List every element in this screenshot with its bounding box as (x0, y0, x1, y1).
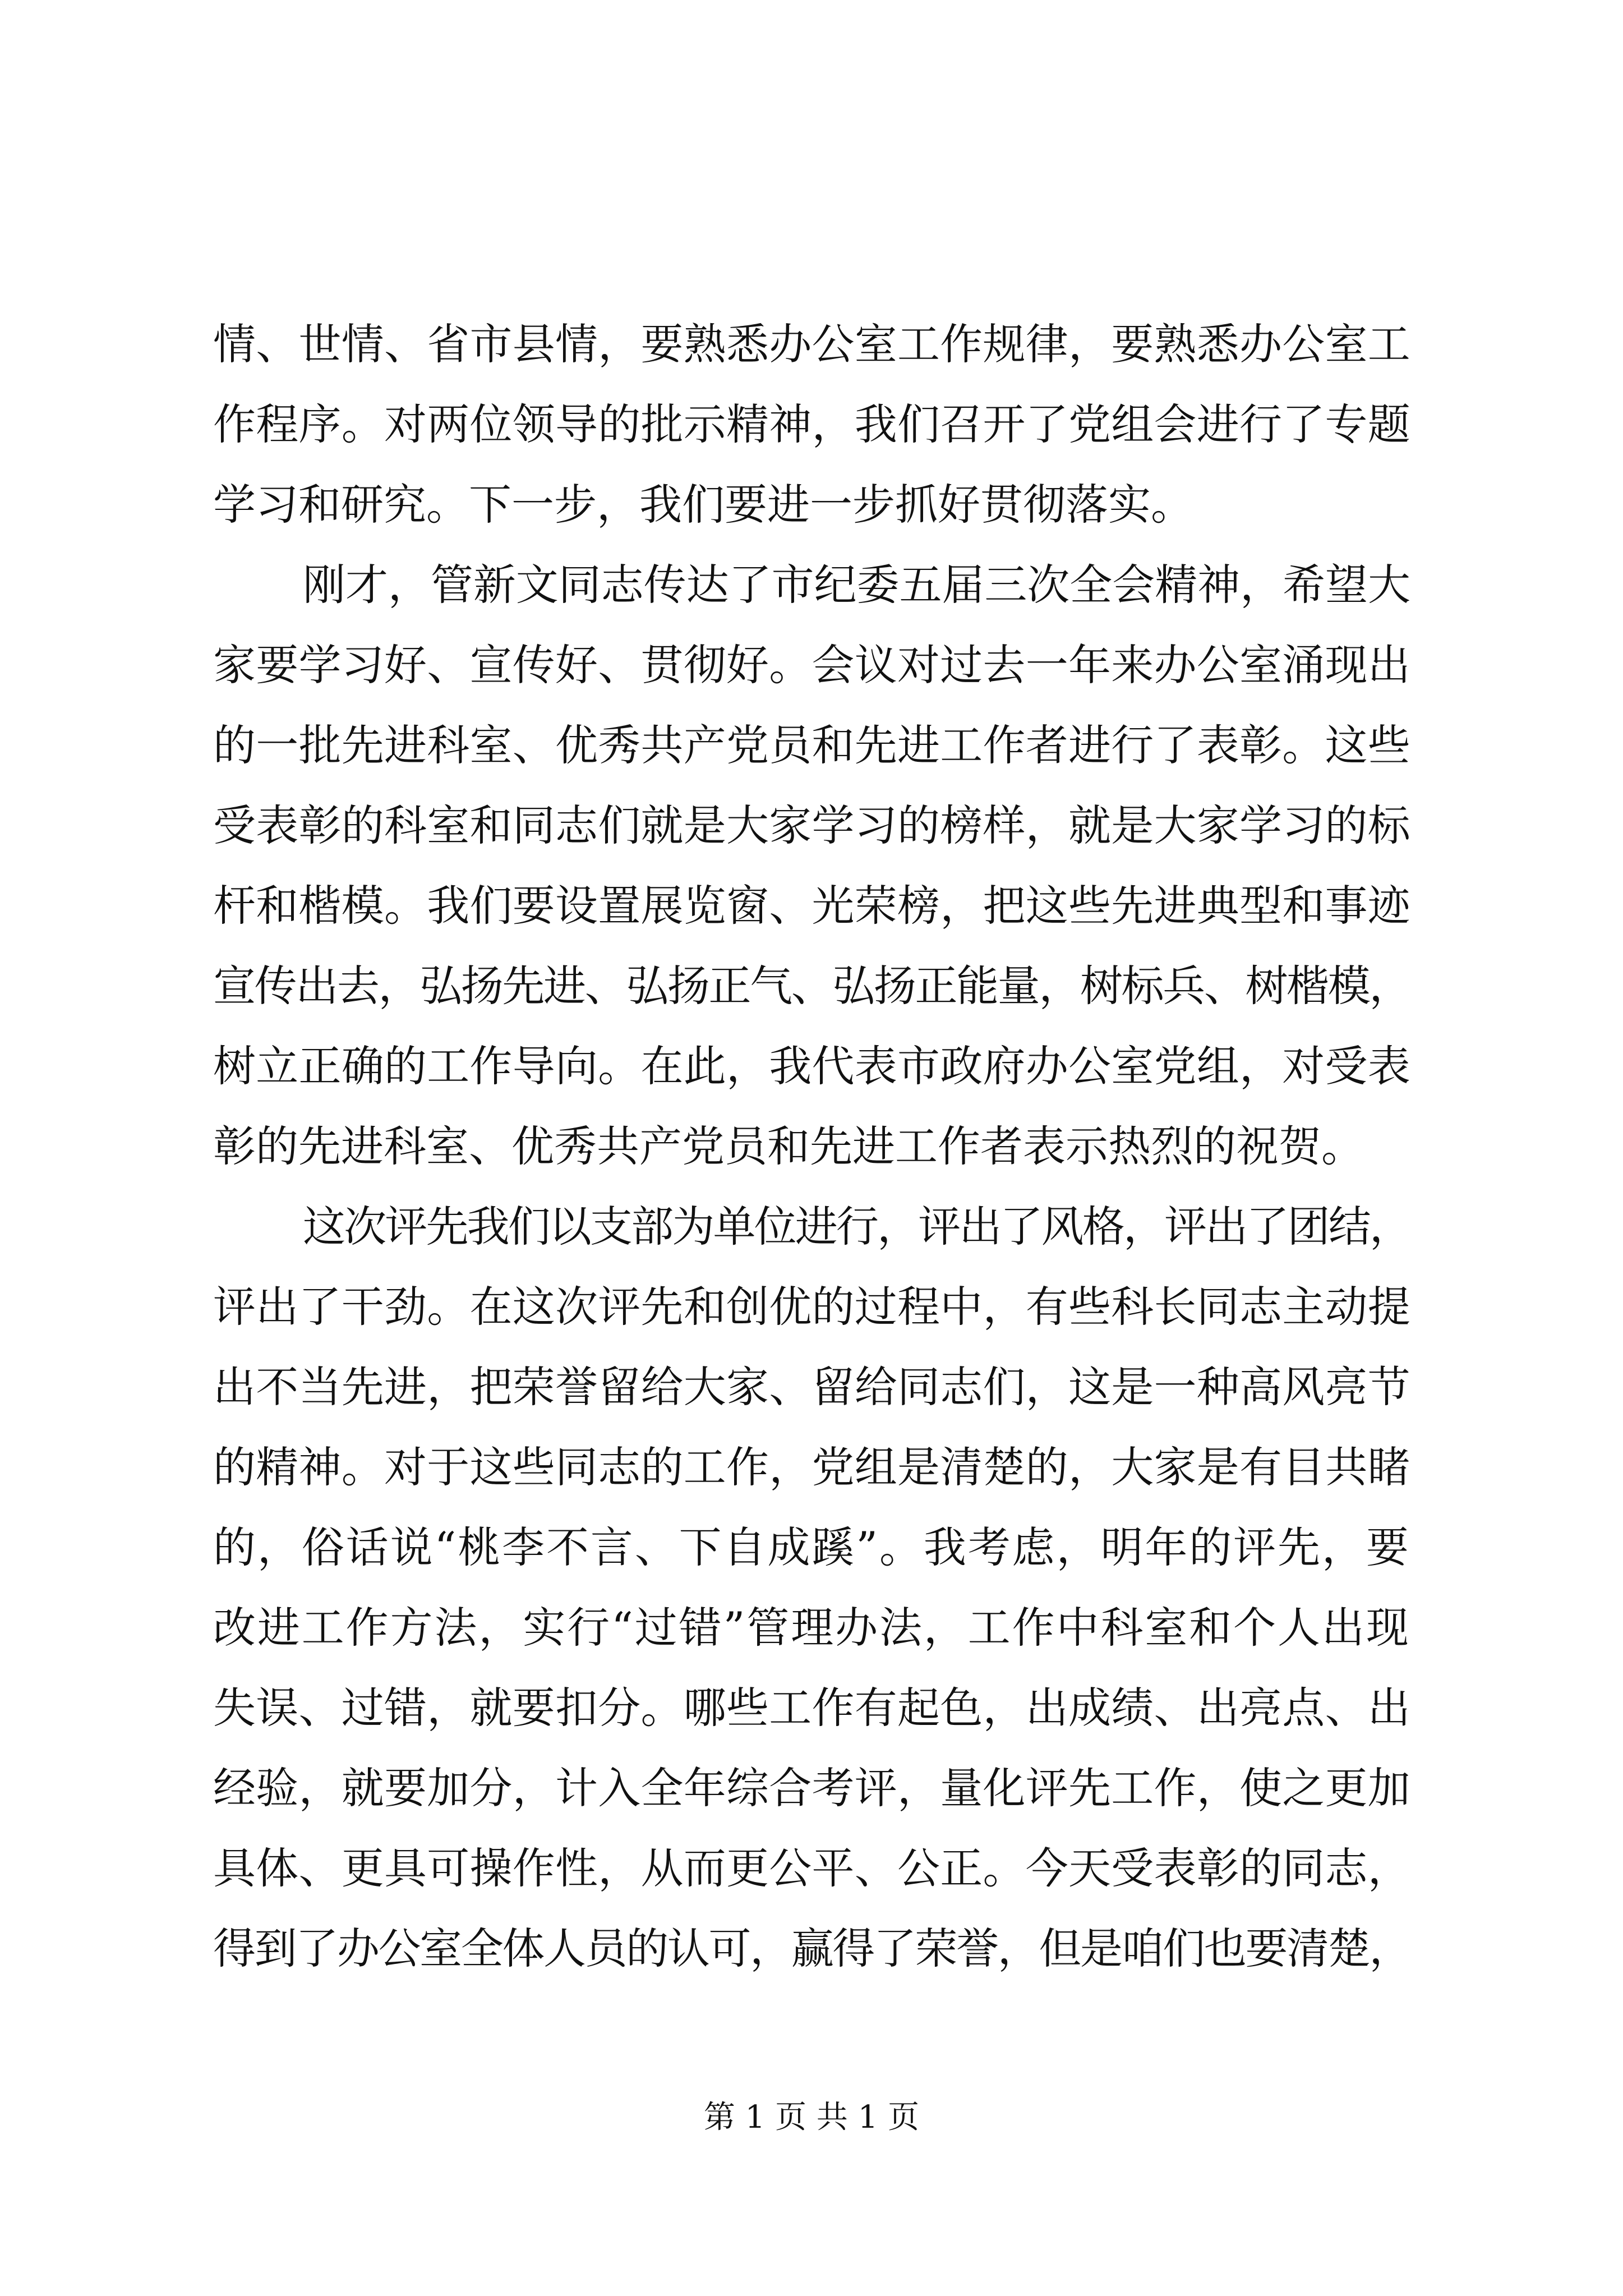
text-line-19: 经验，就要加分，计入全年综合考评，量化评先工作，使之更加 (213, 1763, 1410, 1813)
text-line-17: 改进工作方法，实行“过错”管理办法，工作中科室和个人出现 (213, 1603, 1410, 1653)
text-line-5: 家要学习好、宣传好、贯彻好。会议对过去一年来办公室涌现出 (213, 640, 1410, 690)
text-line-3: 学习和研究。下一步，我们要进一步抓好贯彻落实。 (213, 480, 1193, 530)
text-line-15: 的精神。对于这些同志的工作，党组是清楚的，大家是有目共睹 (213, 1442, 1410, 1492)
text-line-9: 宣传出去，弘扬先进、弘扬正气、弘扬正能量，树标兵、树楷模， (213, 961, 1410, 1011)
text-line-6: 的一批先进科室、优秀共产党员和先进工作者进行了表彰。这些 (213, 720, 1410, 770)
text-line-16: 的，俗话说“桃李不言、下自成蹊”。我考虑，明年的评先，要 (213, 1522, 1410, 1572)
text-line-12: 这次评先我们以支部为单位进行，评出了风格，评出了团结， (303, 1202, 1410, 1251)
page-footer: 第 1 页 共 1 页 (703, 2099, 920, 2136)
text-line-18: 失误、过错，就要扣分。哪些工作有起色，出成绩、出亮点、出 (213, 1683, 1410, 1733)
text-line-10: 树立正确的工作导向。在此，我代表市政府办公室党组，对受表 (213, 1041, 1410, 1091)
text-line-13: 评出了干劲。在这次评先和创优的过程中，有些科长同志主动提 (213, 1282, 1410, 1332)
text-line-1: 情、世情、省市县情，要熟悉办公室工作规律，要熟悉办公室工 (213, 319, 1410, 369)
text-line-20: 具体、更具可操作性，从而更公平、公正。今天受表彰的同志， (213, 1843, 1410, 1893)
text-line-4: 刚才，管新文同志传达了市纪委五届三次全会精神，希望大 (303, 560, 1410, 610)
text-line-14: 出不当先进，把荣誉留给大家、留给同志们，这是一种高风亮节 (213, 1362, 1410, 1412)
text-line-8: 杆和楷模。我们要设置展览窗、光荣榜，把这些先进典型和事迹 (213, 881, 1410, 931)
text-line-2: 作程序。对两位领导的批示精神，我们召开了党组会进行了专题 (213, 399, 1410, 449)
text-line-21: 得到了办公室全体人员的认可，赢得了荣誉，但是咱们也要清楚， (213, 1924, 1410, 1973)
text-line-11: 彰的先进科室、优秀共产党员和先进工作者表示热烈的祝贺。 (213, 1121, 1364, 1171)
text-line-7: 受表彰的科室和同志们就是大家学习的榜样，就是大家学习的标 (213, 800, 1410, 850)
